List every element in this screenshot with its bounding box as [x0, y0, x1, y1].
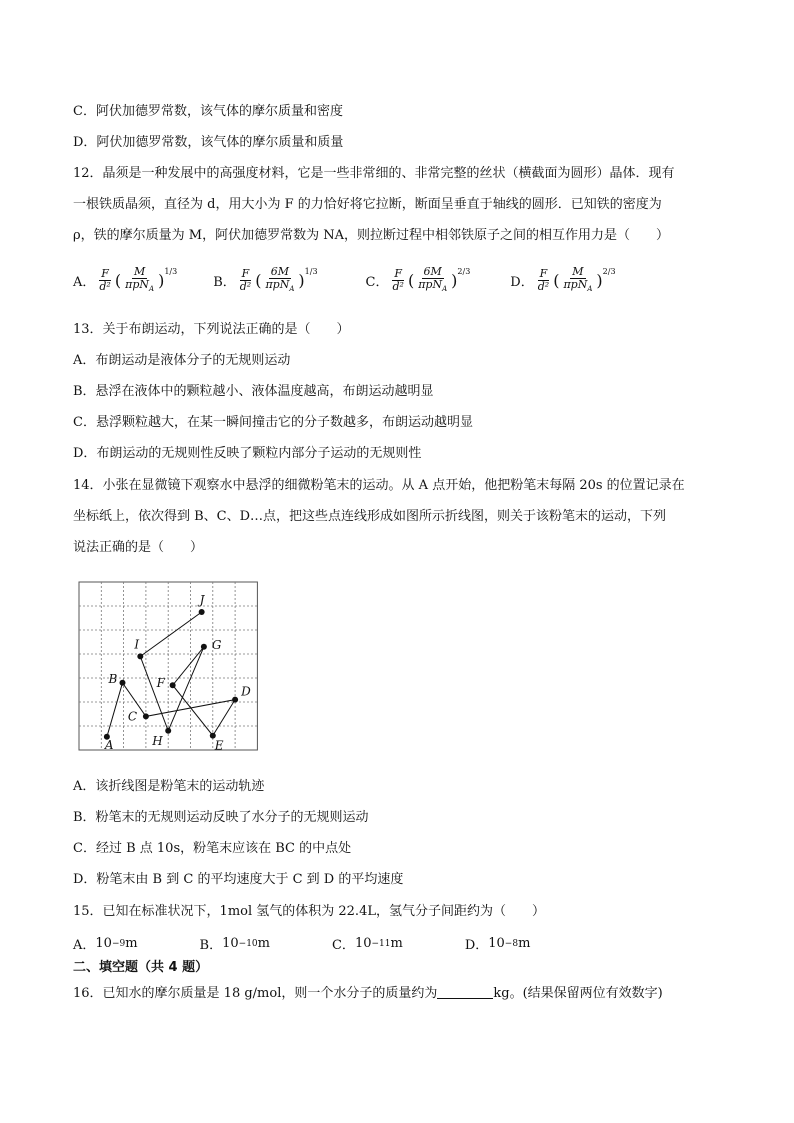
q12-option-d: D． $\frac{F}{\text{d²}}$ ( $\frac{M}{\pi pN_A}$ ) $^{2/3}$	[510, 265, 616, 294]
q14-option-b: B．粉笔末的无规则运动反映了水分子的无规则运动	[73, 810, 369, 825]
q13-option-c: C．悬浮颗粒越大，在某一瞬间撞击它的分子数越多，布朗运动越明显	[73, 415, 473, 430]
point-label-i: I	[134, 637, 140, 652]
q16-prefix: 16．已知水的摩尔质量是 18 g/mol，则一个水分子的质量约为	[73, 986, 438, 1001]
q14-text-3: 说法正确的是（ ）	[73, 540, 204, 555]
point-label-h: H	[152, 733, 163, 748]
q15-options	[73, 934, 530, 953]
fraction-inner: $\frac{6M}{\pi pN_A}$	[265, 265, 295, 294]
q14-text-1: 14．小张在显微镜下观察水中悬浮的细微粉笔末的运动。从 A 点开始，他把粉笔末每隔 20s 的位置记录在	[73, 478, 685, 493]
exponent: 1/3	[164, 267, 178, 277]
chalk-path-polyline	[107, 612, 235, 737]
point-b	[119, 680, 125, 686]
q15-option-c: C． 10 −11 m	[331, 936, 403, 953]
point-g	[201, 644, 207, 650]
option-label: D．	[510, 275, 534, 291]
q15-option-a: A． 10 −9 m	[73, 936, 138, 953]
fraction-inner: $\frac{M}{\pi pN_A}$	[125, 265, 155, 294]
point-f	[170, 682, 176, 688]
point-d	[232, 697, 238, 703]
q15-text: 15．已知在标准状况下，1mol 氢气的体积为 22.4L，氢气分子间距约为（ ）	[73, 904, 545, 919]
point-i	[137, 653, 143, 659]
option-label: B．	[213, 275, 236, 291]
exponent: 2/3	[602, 267, 616, 277]
q12-option-b: B． $\frac{F}{\text{d²}}$ ( $\frac{6M}{\pi pN_A}$ ) $^{1/3}$	[213, 265, 318, 294]
point-label-b: B	[108, 671, 118, 686]
section-fill-blank-title: 二、填空题（共 4 题）	[73, 960, 209, 975]
chalk-path-figure	[77, 580, 259, 756]
option-label: A．	[73, 275, 96, 291]
q12-text-2: 一根铁质晶须，直径为 d，用大小为 F 的力恰好将它拉断，断面呈垂直于轴线的圆形．已知铁的密度为	[73, 197, 662, 212]
point-j	[199, 609, 205, 615]
q13-option-b: B．悬浮在液体中的颗粒越小、液体温度越高，布朗运动越明显	[73, 384, 434, 399]
point-label-a: A	[104, 737, 114, 752]
fraction-inner: $\frac{M}{\pi pN_A}$	[563, 265, 593, 294]
point-label-d: D	[241, 684, 251, 699]
q13-option-d: D．布朗运动的无规则性反映了颗粒内部分子运动的无规则性	[73, 446, 422, 461]
fraction-f-over-d2: $\frac{F}{\text{d²}}$	[99, 267, 111, 294]
q11-option-c: C．阿伏加德罗常数，该气体的摩尔质量和密度	[73, 104, 343, 119]
point-h	[165, 728, 171, 734]
point-label-f: F	[156, 676, 165, 691]
point-label-e: E	[214, 738, 224, 753]
q16-answer-blank	[437, 986, 493, 999]
q15-option-d: D． 10 −8 m	[464, 936, 531, 953]
option-label: C．	[365, 275, 389, 291]
point-label-j: J	[199, 593, 205, 607]
point-label-c: C	[127, 709, 138, 724]
exponent: 1/3	[304, 267, 318, 277]
q12-option-a: A． $\frac{F}{\text{d²}}$ ( $\frac{M}{\pi pN_A}$ ) $^{1/3}$	[73, 265, 178, 294]
q14-text-2: 坐标纸上，依次得到 B、C、D…点，把这些点连线形成如图所示折线图，则关于该粉笔末的运动，下列	[73, 509, 667, 524]
fraction-inner: $\frac{6M}{\pi pN_A}$	[418, 265, 448, 294]
q12-text-1: 12．晶须是一种发展中的高强度材料，它是一些非常细的、非常完整的丝状（横截面为圆形）晶体．现有	[73, 166, 675, 181]
q14-option-c: C．经过 B 点 10s，粉笔末应该在 BC 的中点处	[73, 841, 352, 856]
q13-option-a: A．布朗运动是液体分子的无规则运动	[73, 353, 291, 368]
q12-options	[73, 266, 616, 295]
fraction-f-over-d2: $\frac{F}{\text{d²}}$	[392, 267, 404, 294]
q12-option-c: C． $\frac{F}{\text{d²}}$ ( $\frac{6M}{\pi pN_A}$ ) $^{2/3}$	[365, 265, 471, 294]
q15-option-b: B． 10 −10 m	[199, 936, 270, 953]
q13-text: 13．关于布朗运动，下列说法正确的是（ ）	[73, 322, 350, 337]
exponent: 2/3	[457, 267, 471, 277]
point-c	[143, 713, 149, 719]
fraction-f-over-d2: $\frac{F}{\text{d²}}$	[537, 267, 550, 294]
q14-option-d: D．粉笔末由 B 到 C 的平均速度大于 C 到 D 的平均速度	[73, 872, 404, 887]
q11-option-d: D．阿伏加德罗常数，该气体的摩尔质量和质量	[73, 135, 344, 150]
q16-text	[73, 985, 663, 1003]
point-label-g: G	[211, 637, 222, 652]
q14-option-a: A．该折线图是粉笔末的运动轨迹	[73, 779, 265, 794]
q16-suffix: kg。(结果保留两位有效数字)	[493, 986, 663, 1001]
q12-text-3: ρ，铁的摩尔质量为 M，阿伏加德罗常数为 NA，则拉断过程中相邻铁原子之间的相互作用力是（ ）	[73, 228, 669, 243]
fraction-f-over-d2: $\frac{F}{\text{d²}}$	[239, 267, 252, 294]
